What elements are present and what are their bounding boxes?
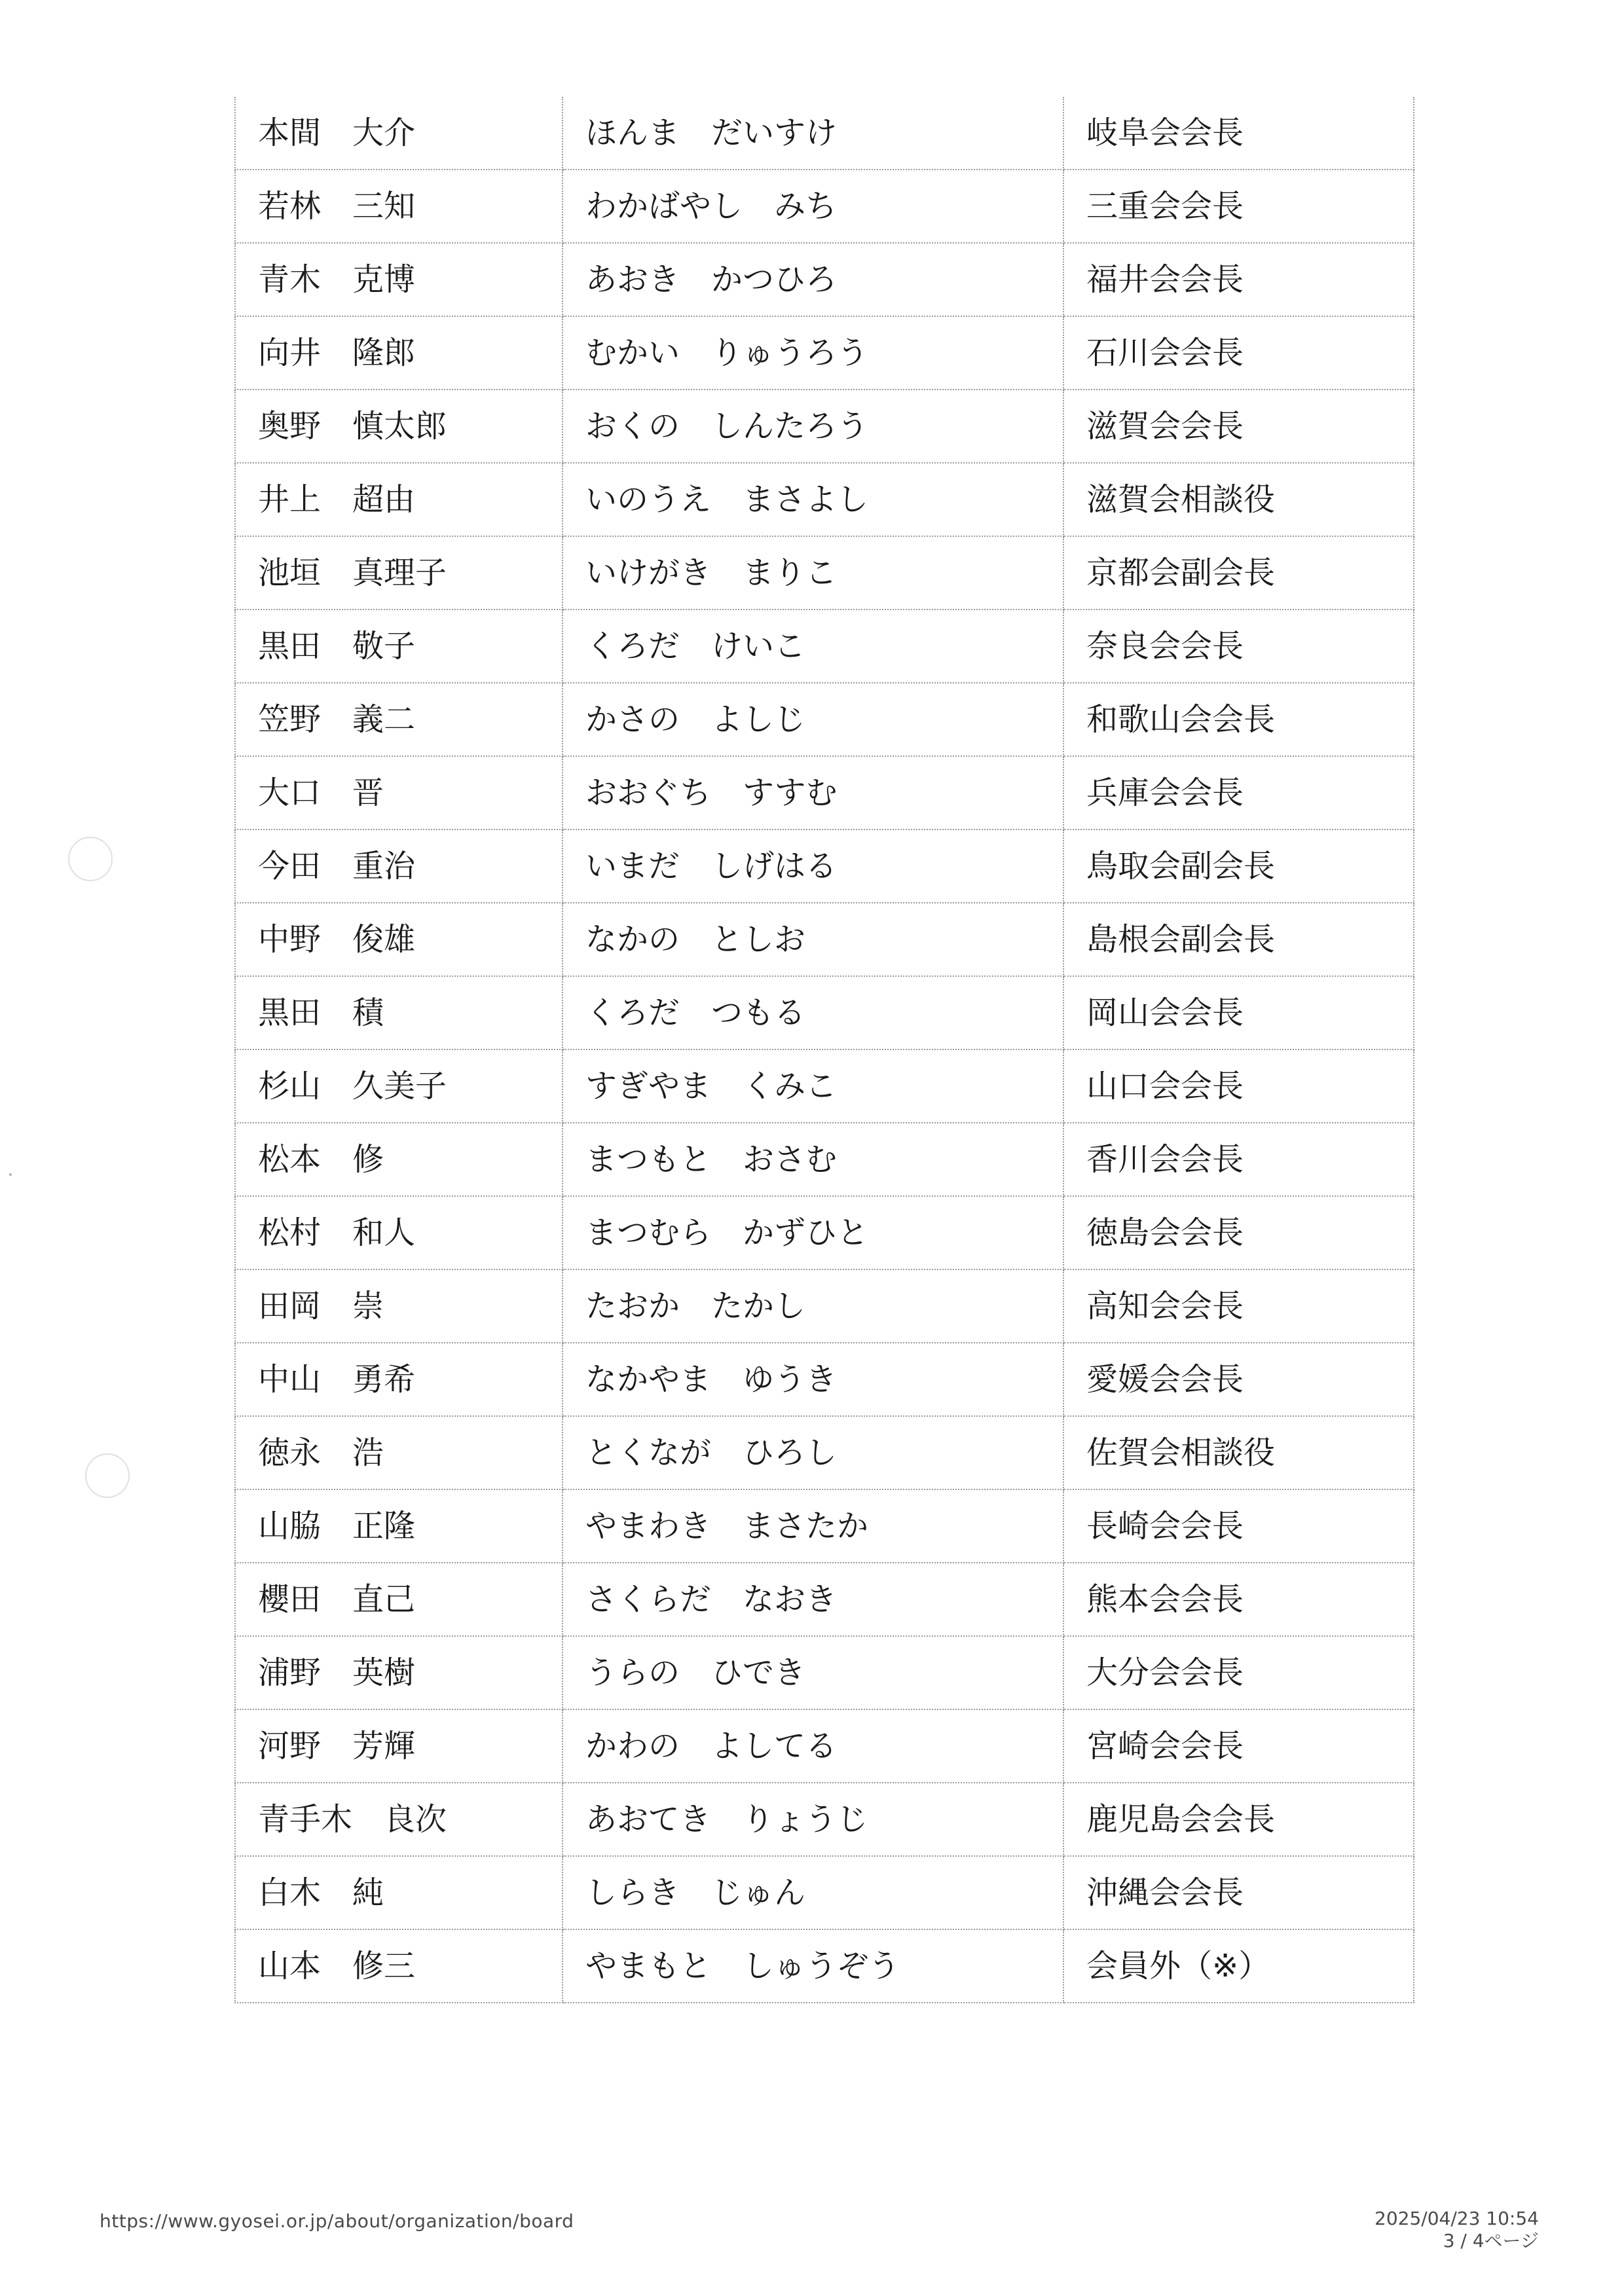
member-role-cell: 会員外（※） <box>1063 1929 1414 2003</box>
member-kana-cell: やまもと しゅうぞう <box>563 1929 1063 2003</box>
member-name-cell: 池垣 真理子 <box>235 536 563 610</box>
table-row <box>235 536 1414 610</box>
member-kana-cell: まつもと おさむ <box>563 1123 1063 1196</box>
table-row <box>235 463 1414 536</box>
member-kana-cell: おおぐち すすむ <box>563 756 1063 829</box>
member-name-cell: 若林 三知 <box>235 170 563 243</box>
table-row <box>235 756 1414 829</box>
board-member-table-body <box>235 97 1414 2003</box>
member-kana-cell: とくなが ひろし <box>563 1416 1063 1489</box>
member-name-cell: 向井 隆郎 <box>235 316 563 390</box>
member-role-cell: 高知会会長 <box>1063 1269 1414 1343</box>
table-row <box>235 97 1414 170</box>
member-name-cell: 奥野 慎太郎 <box>235 390 563 463</box>
member-role-cell: 石川会会長 <box>1063 316 1414 390</box>
table-row <box>235 1343 1414 1416</box>
member-role-cell: 大分会会長 <box>1063 1636 1414 1709</box>
member-name-cell: 青木 克博 <box>235 243 563 316</box>
member-role-cell: 島根会副会長 <box>1063 903 1414 976</box>
table-row <box>235 829 1414 903</box>
member-role-cell: 香川会会長 <box>1063 1123 1414 1196</box>
member-role-cell: 三重会会長 <box>1063 170 1414 243</box>
member-kana-cell: かさの よしじ <box>563 683 1063 756</box>
board-member-table <box>234 97 1414 2003</box>
member-name-cell: 松村 和人 <box>235 1196 563 1269</box>
member-name-cell: 杉山 久美子 <box>235 1049 563 1123</box>
member-name-cell: 山脇 正隆 <box>235 1489 563 1563</box>
table-row <box>235 903 1414 976</box>
member-name-cell: 井上 超由 <box>235 463 563 536</box>
member-name-cell: 河野 芳輝 <box>235 1709 563 1783</box>
table-row <box>235 1489 1414 1563</box>
member-kana-cell: なかの としお <box>563 903 1063 976</box>
member-role-cell: 滋賀会相談役 <box>1063 463 1414 536</box>
member-name-cell: 徳永 浩 <box>235 1416 563 1489</box>
scan-speck <box>9 1173 12 1176</box>
member-role-cell: 沖縄会会長 <box>1063 1856 1414 1929</box>
table-row <box>235 1049 1414 1123</box>
table-row <box>235 1416 1414 1489</box>
member-kana-cell: ほんま だいすけ <box>563 97 1063 170</box>
member-name-cell: 青手木 良次 <box>235 1783 563 1856</box>
member-kana-cell: あおき かつひろ <box>563 243 1063 316</box>
member-name-cell: 今田 重治 <box>235 829 563 903</box>
member-kana-cell: いけがき まりこ <box>563 536 1063 610</box>
member-role-cell: 鳥取会副会長 <box>1063 829 1414 903</box>
table-row <box>235 1269 1414 1343</box>
member-kana-cell: うらの ひでき <box>563 1636 1063 1709</box>
member-role-cell: 京都会副会長 <box>1063 536 1414 610</box>
member-kana-cell: たおか たかし <box>563 1269 1063 1343</box>
table-row <box>235 1123 1414 1196</box>
table-row <box>235 610 1414 683</box>
member-name-cell: 笠野 義二 <box>235 683 563 756</box>
member-kana-cell: くろだ つもる <box>563 976 1063 1049</box>
member-kana-cell: なかやま ゆうき <box>563 1343 1063 1416</box>
member-kana-cell: いのうえ まさよし <box>563 463 1063 536</box>
member-name-cell: 黒田 積 <box>235 976 563 1049</box>
table-row <box>235 316 1414 390</box>
table-row <box>235 976 1414 1049</box>
table-row <box>235 1856 1414 1929</box>
member-kana-cell: いまだ しげはる <box>563 829 1063 903</box>
member-name-cell: 田岡 崇 <box>235 1269 563 1343</box>
table-row <box>235 1783 1414 1856</box>
table-row <box>235 1196 1414 1269</box>
member-name-cell: 浦野 英樹 <box>235 1636 563 1709</box>
member-role-cell: 鹿児島会会長 <box>1063 1783 1414 1856</box>
member-role-cell: 徳島会会長 <box>1063 1196 1414 1269</box>
table-row <box>235 1636 1414 1709</box>
table-row <box>235 170 1414 243</box>
footer-page-number: 3 / 4ページ <box>1443 2230 1539 2251</box>
table-row <box>235 1929 1414 2003</box>
member-name-cell: 松本 修 <box>235 1123 563 1196</box>
member-kana-cell: おくの しんたろう <box>563 390 1063 463</box>
member-name-cell: 白木 純 <box>235 1856 563 1929</box>
table-row <box>235 1563 1414 1636</box>
member-role-cell: 山口会会長 <box>1063 1049 1414 1123</box>
member-role-cell: 奈良会会長 <box>1063 610 1414 683</box>
member-role-cell: 宮崎会会長 <box>1063 1709 1414 1783</box>
member-role-cell: 愛媛会会長 <box>1063 1343 1414 1416</box>
table-row <box>235 683 1414 756</box>
member-role-cell: 長崎会会長 <box>1063 1489 1414 1563</box>
member-kana-cell: まつむら かずひと <box>563 1196 1063 1269</box>
footer-datetime: 2025/04/23 10:54 <box>1375 2208 1539 2229</box>
member-kana-cell: しらき じゅん <box>563 1856 1063 1929</box>
member-role-cell: 佐賀会相談役 <box>1063 1416 1414 1489</box>
member-kana-cell: あおてき りょうじ <box>563 1783 1063 1856</box>
member-name-cell: 大口 晋 <box>235 756 563 829</box>
member-kana-cell: わかばやし みち <box>563 170 1063 243</box>
member-kana-cell: むかい りゅうろう <box>563 316 1063 390</box>
member-name-cell: 山本 修三 <box>235 1929 563 2003</box>
footer-meta <box>1375 2208 1539 2252</box>
member-role-cell: 兵庫会会長 <box>1063 756 1414 829</box>
member-name-cell: 中野 俊雄 <box>235 903 563 976</box>
member-role-cell: 和歌山会会長 <box>1063 683 1414 756</box>
member-name-cell: 櫻田 直己 <box>235 1563 563 1636</box>
member-role-cell: 岐阜会会長 <box>1063 97 1414 170</box>
member-role-cell: 熊本会会長 <box>1063 1563 1414 1636</box>
member-name-cell: 中山 勇希 <box>235 1343 563 1416</box>
member-kana-cell: くろだ けいこ <box>563 610 1063 683</box>
member-kana-cell: すぎやま くみこ <box>563 1049 1063 1123</box>
table-row <box>235 1709 1414 1783</box>
punch-hole-mark <box>85 1453 130 1498</box>
member-name-cell: 本間 大介 <box>235 97 563 170</box>
member-kana-cell: かわの よしてる <box>563 1709 1063 1783</box>
member-role-cell: 滋賀会会長 <box>1063 390 1414 463</box>
table-row <box>235 390 1414 463</box>
member-kana-cell: やまわき まさたか <box>563 1489 1063 1563</box>
member-role-cell: 岡山会会長 <box>1063 976 1414 1049</box>
table-row <box>235 243 1414 316</box>
member-kana-cell: さくらだ なおき <box>563 1563 1063 1636</box>
footer-url[interactable]: https://www.gyosei.or.jp/about/organization/board <box>100 2210 574 2232</box>
punch-hole-mark <box>68 837 113 881</box>
member-role-cell: 福井会会長 <box>1063 243 1414 316</box>
member-name-cell: 黒田 敬子 <box>235 610 563 683</box>
